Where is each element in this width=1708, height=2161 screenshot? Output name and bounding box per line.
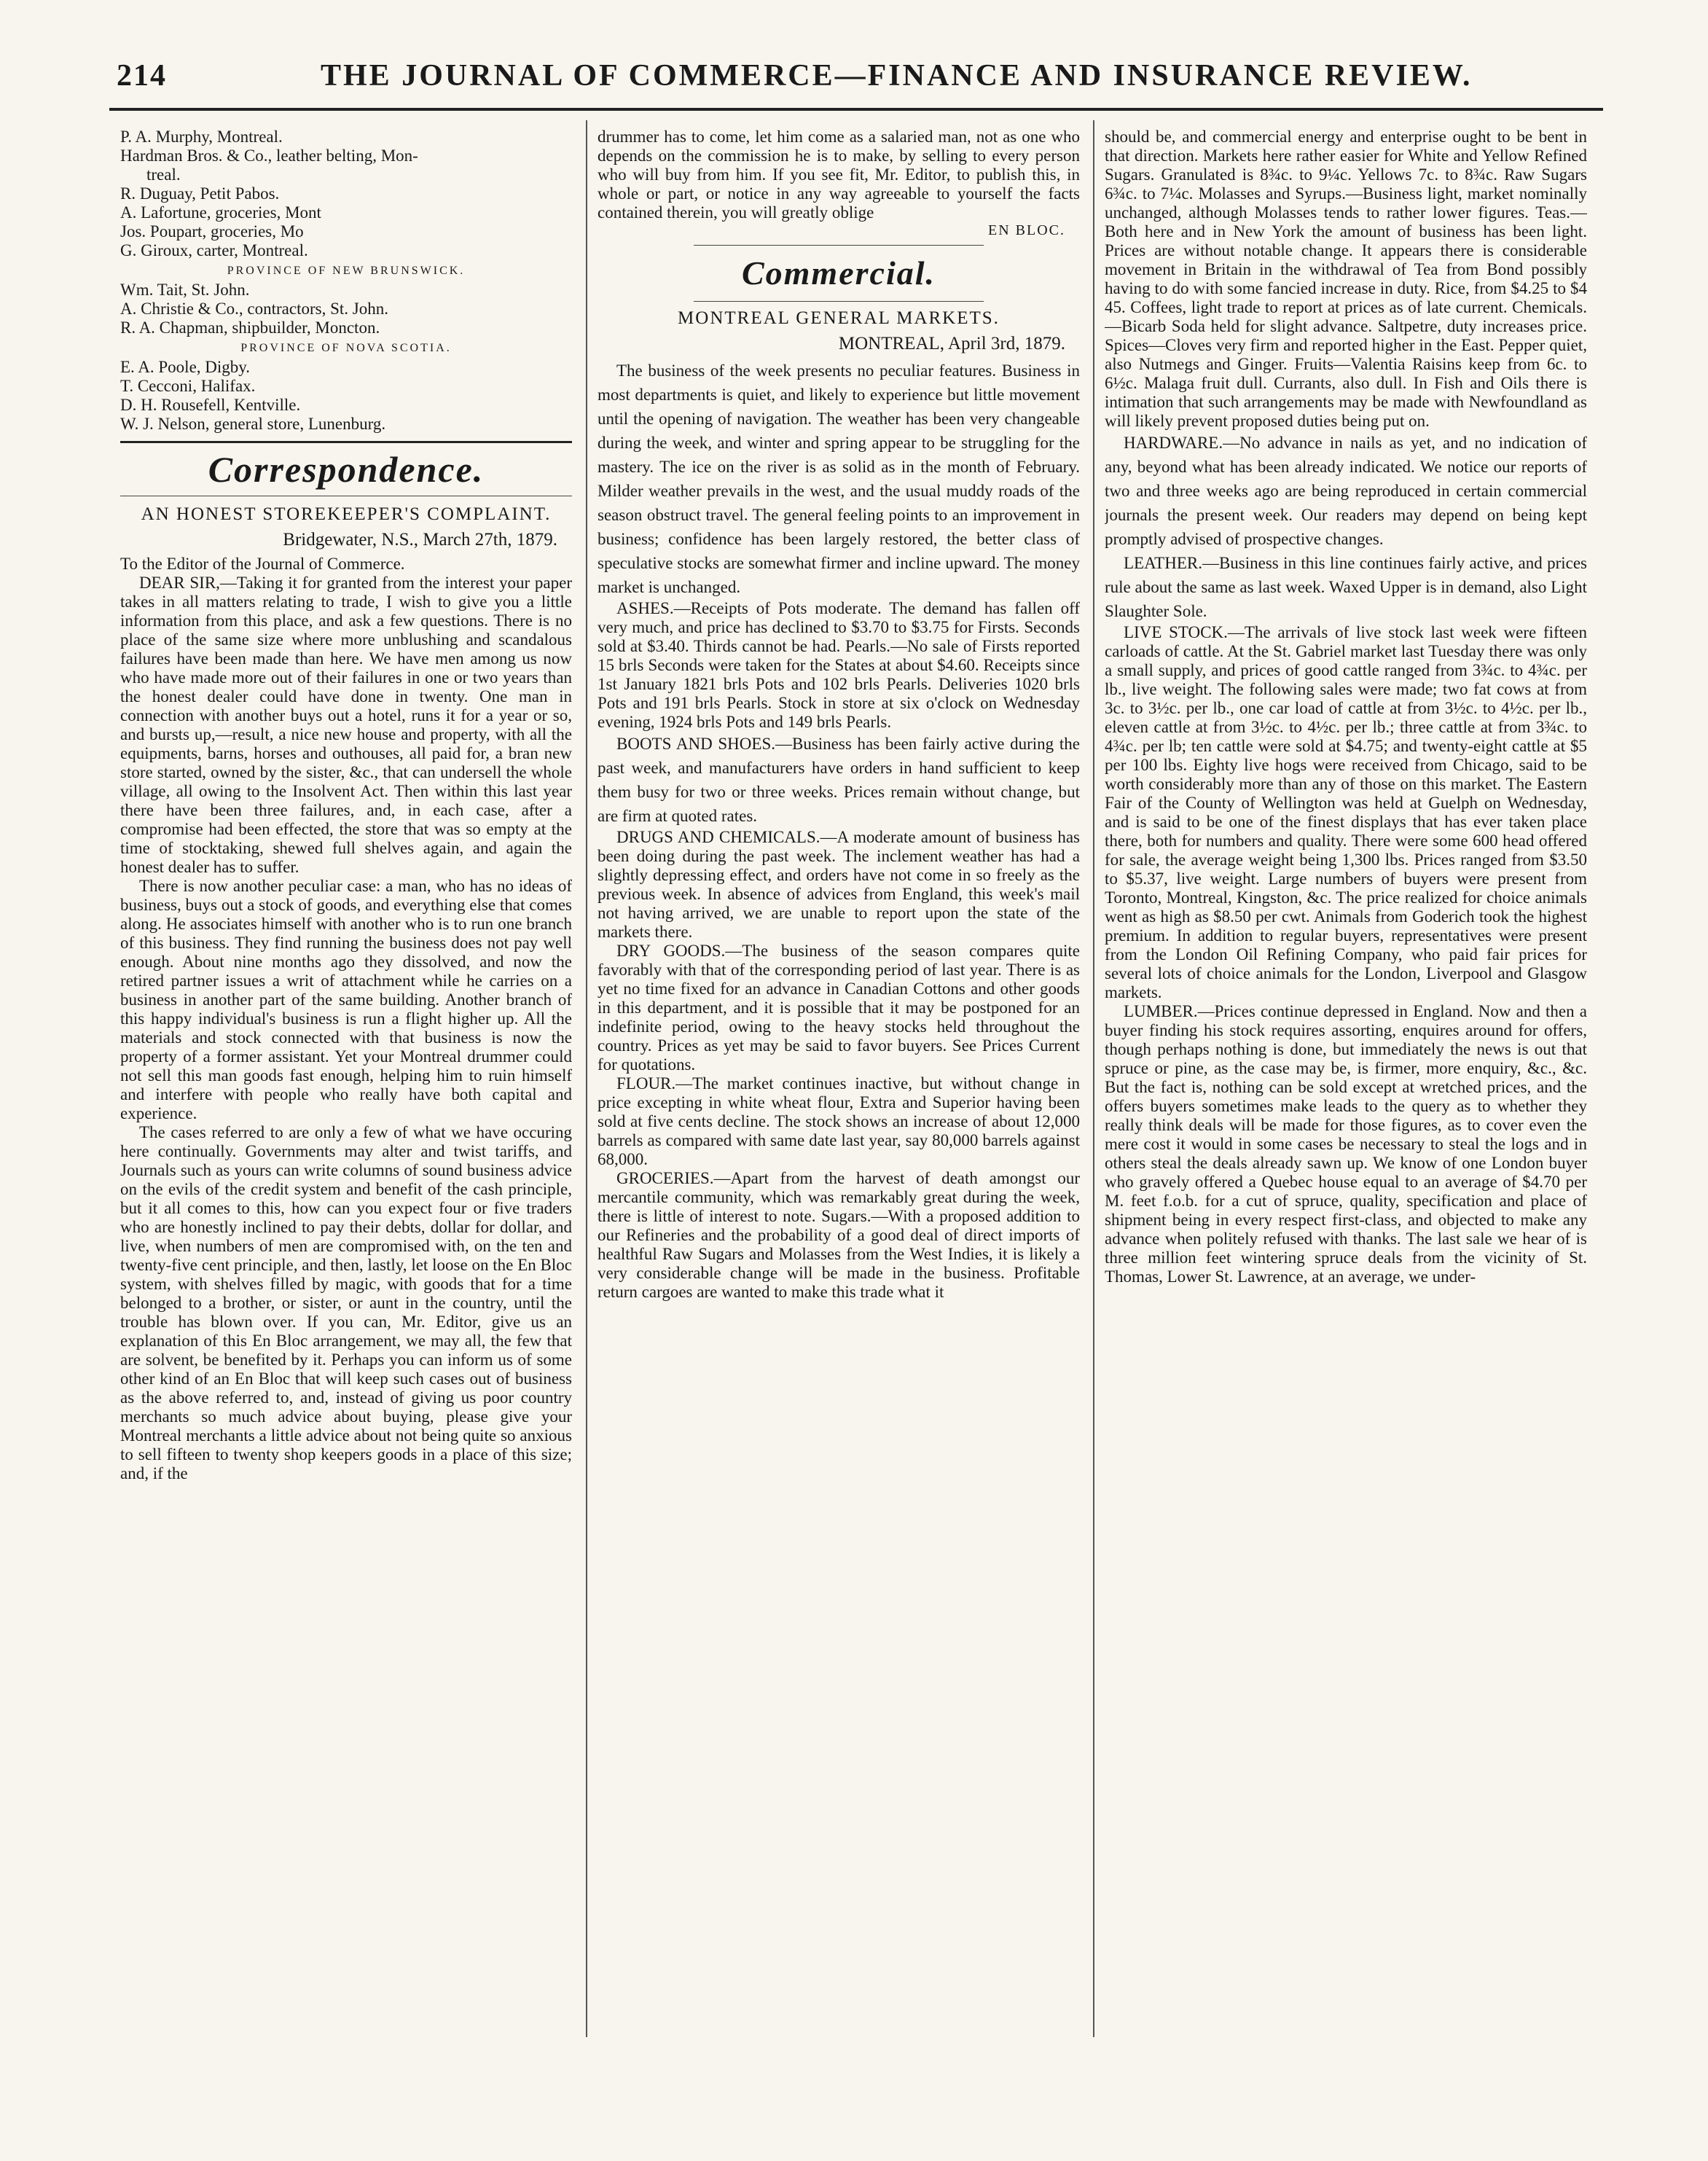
column-divider	[586, 120, 587, 2037]
divider	[694, 301, 983, 302]
journal-title: THE JOURNAL OF COMMERCE—FINANCE AND INSURANCE REVIEW.	[321, 59, 1473, 93]
article-title: AN HONEST STOREKEEPER'S COMPLAINT.	[141, 504, 552, 524]
paragraph: GROCERIES.—Apart from the harvest of death amongst our mercantile community, which was remarkably great during the week, there is little of interest to note. Sugars.—With a proposed addition to our Refineries and the probability of a good deal of direct imports of healthful Raw Sugars and Molasses from the West Indies, it is likely a very considerable change will be made in the business. Profitable return cargoes are wanted to make this trade what it	[598, 1169, 1080, 1301]
list-item: D. H. Rousefell, Kentville.	[120, 396, 301, 414]
paragraph: DRY GOODS.—The business of the season compares quite favorably with that of the corresponding period of last year. There is as yet no time fixed for an advance in Canadian Cottons and other goods in this department, and it is possible that it may be postponed for an indefinite period, owing to the heavy stocks held throughout the country. Prices as yet may be said to favor buyers. See Prices Current for quotations.	[598, 942, 1080, 1074]
province-heading: PROVINCE OF NEW BRUNSWICK.	[227, 265, 466, 277]
paragraph: The business of the week presents no peculiar features. Business in most departments is quiet, and likely to experience but little movement until the opening of navigation. The weather has been very changeable during the week, and winter and spring appear to be struggling for the mastery. The ice on the river is as solid as in the month of February. Milder weather prevails in the west, and the usual muddy roads of the season obstruct travel. The general feeling points to an improvement in business; confidence has been largely restored, the better class of speculative stocks are somewhat firmer and incline upward. The money market is unchanged.	[598, 362, 1080, 596]
paragraph: HARDWARE.—No advance in nails as yet, and no indication of any, beyond what has been already indicated. We notice our reports of two and three weeks ago are being reproduced in certain commercial journals the present week. Our readers may depend on being kept promptly advised of prospective changes.	[1105, 434, 1587, 548]
subscriber-list	[120, 128, 572, 434]
paragraph: LIVE STOCK.—The arrivals of live stock last week were fifteen carloads of cattle. At the St. Gabriel market last Tuesday there was only a small supply, and prices of good cattle ranged from 3¾c. to 4¾c. per lb., live weight. The following sales were made; two fat cows at from 3c. to 3½c. per lb., one car load of cattle at from 3½c. to 4½c. per lb., eleven cattle at from 3½c. to 4½c. per lb.; three cattle at from 3¾c. to 4¾c. per lb; ten cattle were sold at $4.75; and twenty-eight cattle at $5 per 100 lbs. Eighty live hogs were received from Chicago, said to be worth considerably more than any of those on this market. The Eastern Fair of the County of Wellington was held at Guelph on Wednesday, and is said to be one of the finest displays that has ever taken place there, both for numbers and quality. There were some 600 head offered for sale, the average weight being 1,300 lbs. Prices ranged from $3.50 to $5.37, live weight. Large numbers of buyers were present from Toronto, Montreal, Kingston, &c. The price realized for choice animals went as high as $8.50 per cwt. Animals from Goderich took the highest premium. In addition to regular buyers, representatives were present from the London Oil Refining Company, who paid fair prices for several lots of choice animals for the London, Liverpool and Glasgow markets.	[1105, 623, 1587, 1001]
list-item: A. Christie & Co., contractors, St. John.	[120, 300, 388, 318]
list-item: R. Duguay, Petit Pabos.	[120, 184, 280, 203]
page-number: 214	[117, 59, 167, 93]
list-item: treal.	[146, 165, 181, 184]
paragraph: DEAR SIR,—Taking it for granted from the interest your paper takes in all matters relating to trade, I wish to give you a little information from this place, and ask a few questions. There is no place of the same size where more unblushing and scandalous failures have been made than here. We have men among us now who have made more out of their failures in one or two years than the honest dealer could have done in twenty. One man in connection with another buys out a hotel, runs it for a year or so, and bursts up,—result, a nice new house and property, with all the equipments, barns, horses and outhouses, all paid for, a bran new store started, owned by the sister, &c., that can undersell the whole village, all owing to the Insolvent Act. Then within this last year there have been three failures, and, in each case, after a compromise had been effected, the store that was so empty at the time of stocktaking, shewed full shelves again, and again the honest dealer has to suffer.	[120, 574, 572, 876]
paragraph: The cases referred to are only a few of what we have occuring here continually. Governments may alter and twist tariffs, and Journals such as yours can write columns of sound business advice on the evils of the credit system and benefit of the cash principle, but it all comes to this, how can you expect four or five traders who are honestly inclined to pay their debts, dollar for dollar, and live, when numbers of men are compromised with, on the ten and twenty-five cent principle, and then, lastly, let loose on the En Bloc system, with shelves filled by magic, with goods that for a time belonged to a brother, or sister, or aunt in the country, until the trouble has blown over. If you can, Mr. Editor, give us an explanation of this En Bloc arrangement, we may all, the few that are solvent, be benefited by it. Perhaps you can inform us of some other kind of an En Bloc that will keep such cases out of business as the above referred to, and, instead of giving us poor country merchants so much advice about buying, please give your Montreal merchants a little advice about not being quite so anxious to sell fifteen to twenty shop keepers goods in a place of this size; and, if the	[120, 1123, 572, 1482]
column-2	[598, 128, 1080, 2037]
paragraph: There is now another peculiar case: a man, who has no ideas of business, buys out a stock of goods, and everything else that comes along. He associates himself with another who is to run one branch of this business. They find running the business does not pay well enough. About nine months ago they dissolved, and now the retired partner issues a writ of attachment while he carries on a business in another part of the same building. Another branch of this happy individual's business is run a flight higher up. All the materials and stock connected with that business is now the property of a former assistant. Yet your Montreal drummer could not sell this man goods fast enough, helping him to ruin himself and interfere with people who really have both capital and experience.	[120, 877, 572, 1122]
dateline: MONTREAL, April 3rd, 1879.	[838, 334, 1065, 353]
paragraph: LUMBER.—Prices continue depressed in England. Now and then a buyer finding his stock requires assorting, enquires around for offers, though perhaps nothing is done, but immediately the news is out that spruce or pine, as the case may be, is firmer, more enquiry, &c., &c. But the fact is, nothing can be sold except at wretched prices, and the offers buyers sometimes make leads to the query as to whether they really think deals will be made for those figures, as to cover even the mere cost it would in some cases be necessary to steal the logs and in others steal the deals already sawn up. We know of one London buyer who gravely offered a Quebec house equal to an average of $4.70 per M. feet f.o.b. for a cut of spruce, quality, specification and place of shipment being in every respect first-class, and objected to make any advance when politely refused with thanks. The last sale we hear of is three million feet wintering spruce deals from the vicinity of St. Thomas, Lower St. Lawrence, at an average, we under-	[1105, 1002, 1587, 1286]
list-item: A. Lafortune, groceries, Mont	[120, 203, 321, 222]
paragraph: FLOUR.—The market continues inactive, but without change in price excepting in white wheat flour, Extra and Superior having been sold at five cents decline. The stock shows an increase of about 12,000 barrels as compared with same date last year, say 80,000 barrels against 68,000.	[598, 1074, 1080, 1168]
article-title: MONTREAL GENERAL MARKETS.	[678, 308, 1000, 328]
paragraph: BOOTS AND SHOES.—Business has been fairly active during the past week, and manufacturers have orders in hand sufficient to keep them busy for two or three weeks. Prices remain without change, but are firm at quoted rates.	[598, 735, 1080, 825]
paragraph: drummer has to come, let him come as a salaried man, not as one who depends on the commission he is to make, by selling to every person who will buy from him. If you see fit, Mr. Editor, to publish this, in whole or part, or notice in any way agreeable to yourself the facts contained therein, you will greatly oblige	[598, 128, 1080, 222]
section-rule	[120, 441, 572, 443]
section-title: Commercial.	[741, 254, 936, 292]
list-item: E. A. Poole, Digby.	[120, 358, 251, 376]
section-title: Correspondence.	[208, 449, 485, 490]
column-3	[1105, 128, 1587, 2037]
province-heading: PROVINCE OF NOVA SCOTIA.	[240, 342, 452, 354]
list-item: Hardman Bros. & Co., leather belting, Mon-	[120, 146, 418, 165]
list-item: R. A. Chapman, shipbuilder, Moncton.	[120, 319, 380, 337]
paragraph: LEATHER.—Business in this line continues fairly active, and prices rule about the same as last week. Waxed Upper is in demand, also Light Slaughter Sole.	[1105, 554, 1587, 620]
list-item: T. Cecconi, Halifax.	[120, 377, 256, 395]
paragraph: should be, and commercial energy and enterprise ought to be bent in that direction. Markets here rather easier for White and Yellow Refined Sugars. Granulated is 8¾c. to 9¼c. Yellows 7c. to 8¾c. Raw Sugars 6¾c. to 7¼c. Molasses and Syrups.—Business light, market nominally unchanged, although Molasses tends to rather lower figures. Teas.—Both here and in New York the amount of business has been light. Prices are without notable change. It appears there is considerable movement in Britain in the withdrawal of Tea from Bond possibly having to do with some fancied increase in duty. Rice, from $4.25 to $4 45. Coffees, light trade to report at prices as of late current. Chemicals.—Bicarb Soda held for slight advance. Saltpetre, duty increases price. Spices—Cloves very firm and reported higher in the East. Pepper quiet, also Nutmegs and Ginger. Fruits—Valentia Raisins keep from 6c. to 6½c. Malaga fruit dull. Currants, also dull. In Fish and Oils there is intimation that such arrangements may be made with Newfoundland as will likely prevent proposed duties being put on.	[1105, 128, 1587, 430]
dateline: Bridgewater, N.S., March 27th, 1879.	[283, 530, 557, 550]
list-item: G. Giroux, carter, Montreal.	[120, 241, 308, 259]
list-item: Jos. Poupart, groceries, Mo	[120, 222, 304, 241]
salutation: To the Editor of the Journal of Commerce.	[120, 555, 405, 573]
paragraph: ASHES.—Receipts of Pots moderate. The demand has fallen off very much, and price has declined to $3.70 to $3.75 for Firsts. Seconds sold at $3.40. Thirds cannot be had. Pearls.—No sale of Firsts reported 15 brls Seconds were taken for the States at about $4.60. Receipts since 1st January 1821 brls Pots and 102 brls Pearls. Deliveries 1020 brls Pots and 191 brls Pearls. Stock in store at six o'clock on Wednesday evening, 1924 brls Pots and 149 brls Pearls.	[598, 599, 1080, 731]
column-divider	[1093, 120, 1094, 2037]
paragraph: DRUGS AND CHEMICALS.—A moderate amount of business has been doing during the past week. The inclement weather has had a slightly depressing effect, and orders have not come in so freely as the previous week. In absence of advices from England, this week's mail not having arrived, we are unable to report upon the state of the markets there.	[598, 828, 1080, 941]
list-item: Wm. Tait, St. John.	[120, 281, 250, 299]
signature: EN BLOC.	[988, 222, 1065, 238]
list-item: W. J. Nelson, general store, Lunenburg.	[120, 415, 386, 433]
divider	[694, 245, 983, 246]
page-header	[109, 58, 1603, 109]
header-rule	[109, 108, 1603, 111]
list-item: P. A. Murphy, Montreal.	[120, 128, 283, 146]
column-1	[120, 128, 572, 2037]
